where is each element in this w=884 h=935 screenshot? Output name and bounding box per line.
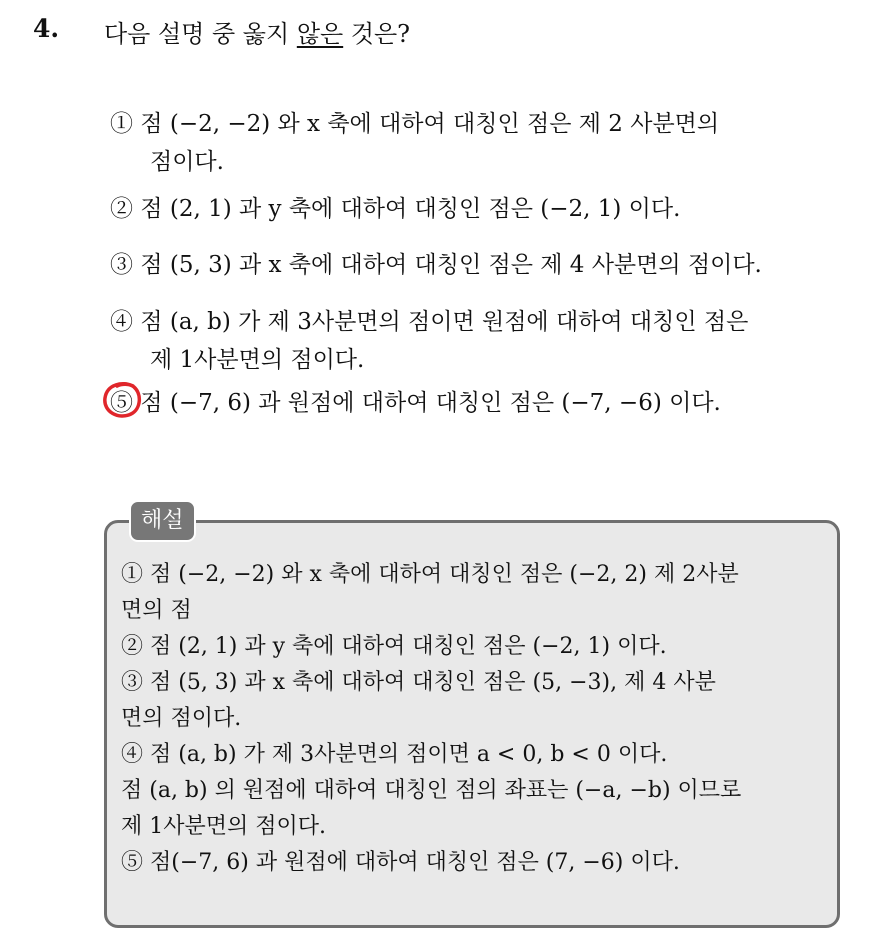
answer-circle-mark	[101, 380, 145, 420]
explanation-line: 면의 점이다.	[121, 706, 242, 731]
explanation-line: 제 1사분면의 점이다.	[121, 814, 326, 839]
explanation-line: ④ 점 (a, b) 가 제 3사분면의 점이면 a < 0, b < 0 이다.	[121, 742, 668, 767]
explanation-line: ② 점 (2, 1) 과 y 축에 대하여 대칭인 점은 (−2, 1) 이다.	[121, 634, 667, 659]
question-text-underlined: 않은	[296, 20, 344, 48]
explanation-text	[121, 557, 741, 881]
explanation-line: 점 (a, b) 의 원점에 대하여 대칭인 점의 좌표는 (−a, −b) 이므로	[121, 778, 742, 803]
explanation-line: 면의 점	[121, 598, 192, 623]
choice-2[interactable]: ② 점 (2, 1) 과 y 축에 대하여 대칭인 점은 (−2, 1) 이다.	[110, 196, 681, 222]
explanation-tag: 해설	[129, 500, 196, 542]
explanation-line: ⑤ 점(−7, 6) 과 원점에 대하여 대칭인 점은 (7, −6) 이다.	[121, 850, 680, 875]
choice-4-continued: 제 1사분면의 점이다.	[150, 347, 365, 373]
choice-3[interactable]: ③ 점 (5, 3) 과 x 축에 대하여 대칭인 점은 제 4 사분면의 점이다.	[110, 252, 762, 278]
explanation-line: ③ 점 (5, 3) 과 x 축에 대하여 대칭인 점은 (5, −3), 제 4 사분	[121, 670, 716, 695]
choice-1-continued: 점이다.	[150, 149, 224, 175]
question-number: 4.	[33, 14, 60, 43]
explanation-line: ① 점 (−2, −2) 와 x 축에 대하여 대칭인 점은 (−2, 2) 제 2사분	[121, 562, 739, 587]
question-text-before: 다음 설명 중 옳지	[104, 20, 297, 48]
question-text-after: 것은?	[343, 20, 411, 48]
question-text	[104, 14, 410, 49]
choice-1[interactable]: ① 점 (−2, −2) 와 x 축에 대하여 대칭인 점은 제 2 사분면의	[110, 111, 720, 137]
choice-4[interactable]: ④ 점 (a, b) 가 제 3사분면의 점이면 원점에 대하여 대칭인 점은	[110, 309, 749, 335]
choice-5[interactable]: ⑤ 점 (−7, 6) 과 원점에 대하여 대칭인 점은 (−7, −6) 이다.	[110, 390, 721, 416]
